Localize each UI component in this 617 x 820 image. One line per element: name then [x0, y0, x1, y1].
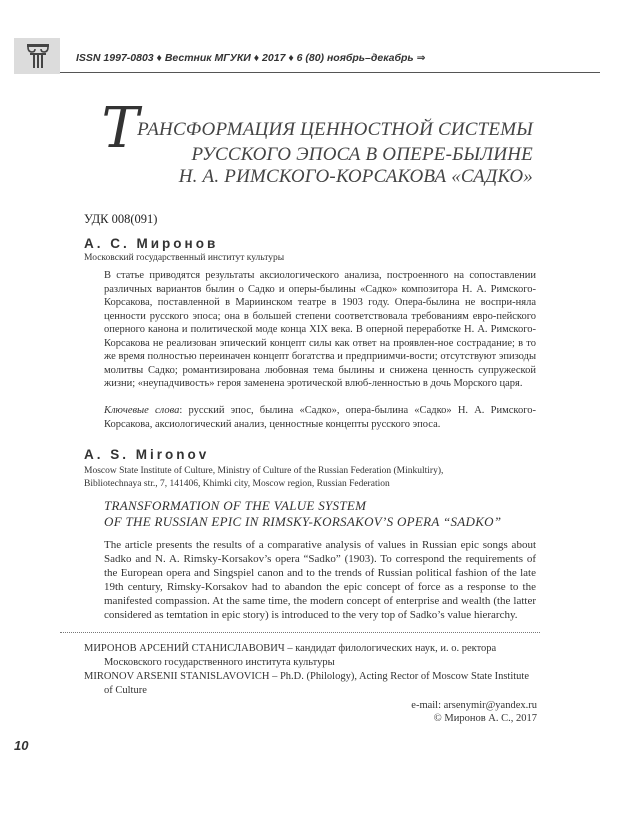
author-org-ru: Московского государственного института культуры: [104, 656, 335, 668]
article-title: [101, 96, 533, 188]
author-org-en: of Culture: [104, 684, 147, 696]
udk-code: УДК 008(091): [84, 212, 158, 226]
email: e-mail: arsenymir@yandex.ru: [411, 700, 537, 711]
title-line-1: РАНСФОРМАЦИЯ ЦЕННОСТНОЙ СИСТЕМЫ: [137, 119, 533, 140]
abstract-ru: В статье приводятся результаты аксиологического анализа, построенного на сопоставлении различных вариантов былин о Садко и оперы-былины «Садко» композитора Н. А. Римского-Корсакова, поставленной в Мариинском театре в 1903 году. Опера-былина не воспри-няла ценности русского эпоса; она в большей степени соответствовала требованиям евро-пейского оперного канона и политической моде конца XIX века. В оперной переработке Н. А. Римского-Корсакова не реализован эпический концепт силы как ответ на проявлен-ное сострадание; в то же время полностью переиначен концепт богатства и предприимчи-вости; отсутствуют эпизоды молитвы Садко; романтизирована любовная тема былины и снижена ценность супружеской жизни; «неупадчивость» героя заменена эротической влюб-ленностью в дочь Морского царя.: [104, 270, 536, 389]
author-ru: А. С. Миронов: [84, 236, 219, 251]
affiliation-en-line-2: Bibliotechnaya str., 7, 141406, Khimki city, Moscow region, Russian Federation: [84, 479, 390, 489]
page-number: 10: [14, 738, 29, 753]
title-en-line-2: OF THE RUSSIAN EPIC IN RIMSKY-KORSAKOV’S OPERA “SADKO”: [104, 514, 502, 529]
footnote-ru: [84, 642, 536, 669]
title-line-3: Н. А. РИМСКОГО-КОРСАКОВА «САДКО»: [178, 166, 533, 187]
footnote-en: [84, 670, 536, 697]
title-line-2: РУССКОГО ЭПОСА В ОПЕРЕ-БЫЛИНЕ: [191, 144, 533, 165]
title-en-line-1: TRANSFORMATION OF THE VALUE SYSTEM: [104, 498, 367, 513]
header-rule: [60, 72, 600, 73]
author-en: A. S. Mironov: [84, 447, 210, 462]
issn-line: ISSN 1997-0803 ♦ Вестник МГУКИ ♦ 2017 ♦ 6 (80) ноябрь–декабрь ⇒: [76, 52, 426, 64]
keywords-ru: [104, 404, 536, 431]
title-initial: Т: [101, 96, 140, 161]
keywords-text: : русский эпос, былина «Садко», опера-былина «Садко» Н. А. Римского-Корсакова, аксиологический анализ, ценностные концепты русского эпоса.: [104, 405, 536, 430]
copyright: © Миронов А. С., 2017: [433, 713, 537, 724]
author-name-ru: МИРОНОВ АРСЕНИЙ СТАНИСЛАВОВИЧ: [84, 643, 285, 654]
affiliation-ru: Московский государственный институт культуры: [84, 253, 285, 263]
footnote-divider: [60, 632, 540, 633]
author-info-en: MIRONOV ARSENII STANISLAVOVICH – Ph.D. (Philology), Acting Rector of Moscow State Institute: [84, 671, 530, 682]
keywords-label: Ключевые слова: [104, 405, 180, 416]
abstract-en: The article presents the results of a comparative analysis of values in Russian epic songs about Sadko and N. A. Rimsky-Korsakov’s opera “Sadko” (1903). To correspond the requirements of the European opera and Singspiel canon and to the trends of Russian political fashion of the late 19th century, Rimsky-Korsakov had to abandon the epic concept of force as a response to the manifested compassion. At the same time, the modern concept of enterprise and wealth (the latter considered as temtation in epic story) is introduced to the very top of Sadko’s value hierarchy.: [104, 539, 536, 621]
title-en: [104, 498, 501, 530]
affiliation-en-line-1: Moscow State Institute of Culture, Ministry of Culture of the Russian Federation (Minkultiry),: [84, 466, 444, 476]
running-header: [0, 38, 617, 80]
author-degree-ru: – кандидат филологических наук, и. о. ректора: [284, 643, 497, 654]
column-capital-icon: [26, 43, 50, 69]
